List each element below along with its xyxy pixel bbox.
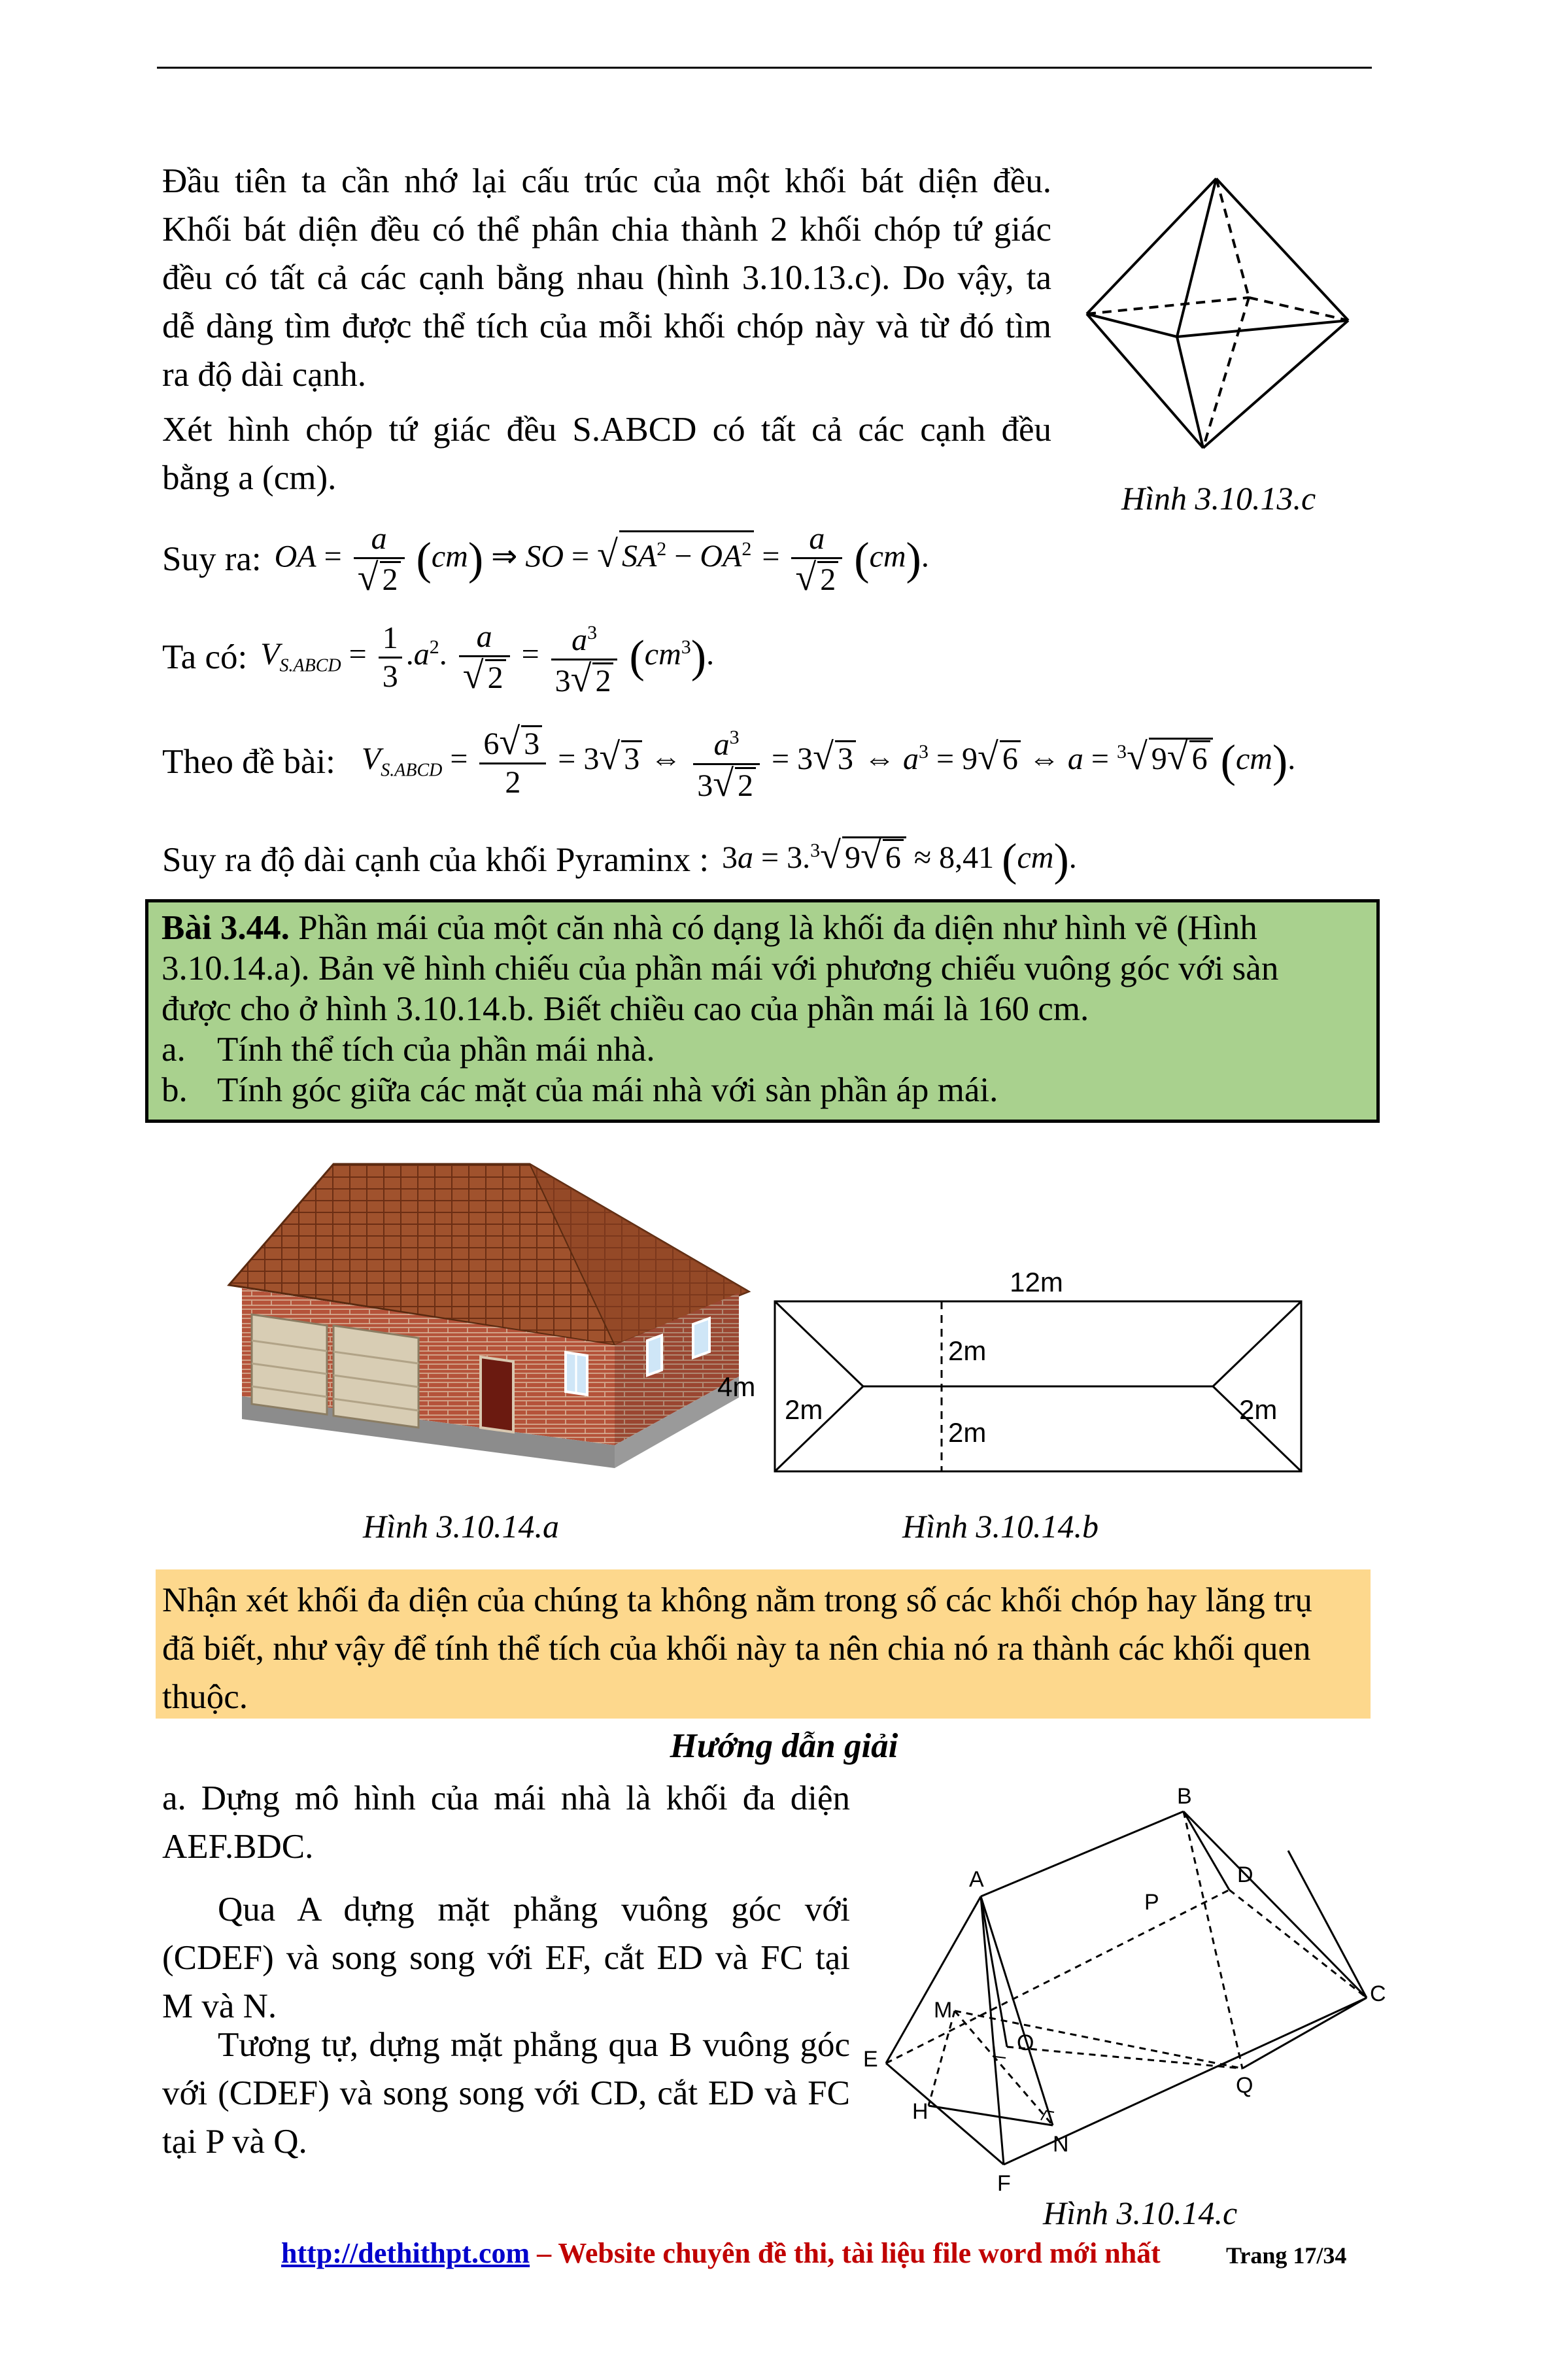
problem-item-label: a. <box>162 1031 186 1069</box>
point-label: M <box>934 1998 953 2023</box>
consider-line: Xét hình chóp tứ giác đều S.ABCD có tất cả các cạnh đều <box>162 411 1051 449</box>
figure-caption-13c: Hình 3.10.13.c <box>1121 480 1316 517</box>
remark-box <box>156 1569 1371 1719</box>
solution-line: AEF.BDC. <box>162 1828 314 1866</box>
problem-title: Bài 3.44. <box>162 909 290 947</box>
intro-line: đều có tất cả các cạnh bằng nhau (hình 3.10.13.c). Do vậy, ta <box>162 259 1051 297</box>
plan-label-inner-bottom: 2m <box>948 1417 987 1448</box>
problem-text-line: được cho ở hình 3.10.14.b. Biết chiều cao của phần mái là 160 cm. <box>162 990 1089 1028</box>
point-label: H <box>912 2099 929 2124</box>
roof-solid-figure <box>857 1784 1386 2197</box>
solution-line: tại P và Q. <box>162 2123 307 2161</box>
point-label: B <box>1177 1784 1192 1809</box>
formula-volume: $V_{S.ABCD}$ = $\frac{1}{3}$ $.a^2$. $\frac{a}{√ 2}$ = $\frac{a^3}{3√ 2}$ $(cm^3)$. <box>260 619 715 700</box>
solution-line: (CDEF) và song song với EF, cắt ED và FC tại <box>162 1939 850 1977</box>
octahedron-figure <box>1079 173 1360 458</box>
problem-text-line: 3.10.14.a). Bản vẽ hình chiếu của phần mái với phương chiếu vuông góc với sàn <box>162 950 1279 987</box>
point-label: F <box>997 2171 1011 2196</box>
consider-paragraph <box>162 405 1051 502</box>
intro-line: Đầu tiên ta cần nhớ lại cấu trúc của một khối bát diện đều. <box>162 162 1051 200</box>
intro-line: ra độ dài cạnh. <box>162 356 366 394</box>
math-label: Ta có: <box>162 638 248 676</box>
figure-caption-14c: Hình 3.10.14.c <box>1043 2195 1238 2231</box>
point-label: E <box>863 2047 878 2072</box>
point-label: D <box>1237 1862 1253 1887</box>
solution-line: Tương tự, dựng mặt phẳng qua B vuông góc <box>218 2026 850 2064</box>
footer <box>281 2236 1161 2270</box>
plan-label-right-tri: 2m <box>1239 1394 1278 1425</box>
intro-paragraph <box>162 157 1051 399</box>
problem-item-text: Tính góc giữa các mặt của mái nhà với sàn phần áp mái. <box>217 1071 998 1109</box>
formula-edge-length: 3a = 3.$^3$√ 9√ 6 ≈ 8,41 (cm). <box>722 834 1077 885</box>
house-illustration <box>222 1154 758 1468</box>
remark-line: đã biết, như vậy để tính thể tích của khối này ta nên chia nó ra thành các khối quen <box>162 1630 1311 1668</box>
solution-line: với (CDEF) và song song với CD, cắt ED và FC <box>162 2074 850 2112</box>
formula-given-volume: $V_{S.ABCD}$ = $\frac{6√ 3}{2}$ = 3√ 3 ⇔ $\frac{a^3}{3√ 2}$ = 3√ 3 ⇔ $a^3 = 9√$ 6 ⇔ a = $^3$√ 9√ 6 (cm). <box>361 719 1296 804</box>
math-line-1 <box>162 517 929 602</box>
footer-link[interactable]: http://dethithpt.com <box>281 2237 530 2269</box>
intro-line: dễ dàng tìm được thể tích của mỗi khối chóp này và từ đó tìm <box>162 307 1051 345</box>
problem-item-label: b. <box>162 1071 188 1109</box>
solution-line: Qua A dựng mặt phẳng vuông góc với <box>218 1891 850 1928</box>
point-label: C <box>1370 1981 1386 2006</box>
solution-heading: Hướng dẫn giải <box>670 1727 898 1765</box>
problem-item <box>162 1029 1363 1070</box>
math-line-4 <box>162 831 1077 889</box>
figure-caption-14b: Hình 3.10.14.b <box>902 1508 1099 1545</box>
point-label: N <box>1053 2132 1069 2157</box>
remark-line: thuộc. <box>162 1678 248 1716</box>
footer-text: – Website chuyên đề thi, tài liệu file word mới nhất <box>530 2237 1161 2269</box>
approx-value: 8,41 <box>939 840 995 875</box>
problem-text-line: Phần mái của một căn nhà có dạng là khối đa diện như hình vẽ (Hình <box>298 909 1257 947</box>
problem-item <box>162 1070 1363 1110</box>
math-line-2 <box>162 615 714 700</box>
intro-line: Khối bát diện đều có thể phân chia thành 2 khối chóp tứ giác <box>162 211 1051 248</box>
problem-box <box>145 899 1380 1123</box>
problem-item-text: Tính thể tích của phần mái nhà. <box>217 1031 655 1069</box>
formula-oa-so: OA = $\frac{a}{√ 2}$ (cm) ⇒ SO = √ $SA^2 - OA^2$ = $\frac{a}{√ 2}$ (cm). <box>274 521 929 598</box>
math-label: Suy ra độ dài cạnh của khối Pyraminx : <box>162 841 709 879</box>
math-label: Theo đề bài: <box>162 743 335 781</box>
solution-para-2 <box>162 1885 850 2030</box>
roof-plan-figure <box>716 1262 1318 1498</box>
plan-label-left: 4m <box>717 1371 756 1402</box>
remark-line: Nhận xét khối đa diện của chúng ta không nằm trong số các khối chóp hay lăng trụ <box>162 1581 1312 1619</box>
math-line-3 <box>162 719 1295 804</box>
solution-para-3 <box>162 2021 850 2166</box>
header-rule <box>157 67 1372 69</box>
solution-line: a. Dựng mô hình của mái nhà là khối đa diện <box>162 1779 850 1817</box>
consider-line: bằng a (cm). <box>162 459 337 497</box>
plan-label-inner-top: 2m <box>948 1335 987 1366</box>
figure-caption-14a: Hình 3.10.14.a <box>363 1508 559 1545</box>
point-label: Q <box>1236 2073 1253 2098</box>
point-label: P <box>1144 1890 1159 1915</box>
point-label: O <box>1017 2030 1034 2055</box>
solution-line: M và N. <box>162 1987 277 2025</box>
math-label: Suy ra: <box>162 540 262 578</box>
plan-label-top: 12m <box>1010 1267 1063 1297</box>
page-number: Trang 17/34 <box>1226 2242 1347 2269</box>
point-label: A <box>969 1867 984 1892</box>
solution-para-1 <box>162 1774 850 1871</box>
plan-label-left-tri: 2m <box>785 1394 823 1425</box>
